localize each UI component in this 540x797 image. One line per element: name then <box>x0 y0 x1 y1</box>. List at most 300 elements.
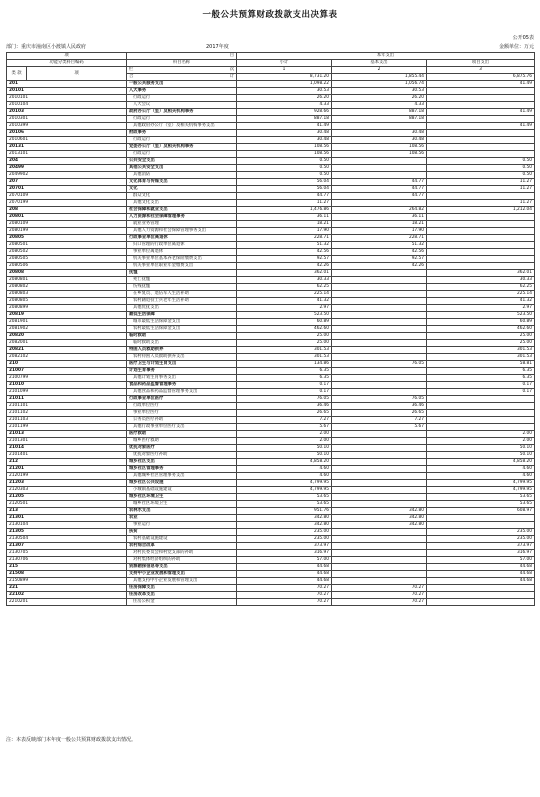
row-project <box>427 88 535 95</box>
table-row <box>7 305 535 312</box>
row-project: 362.01 <box>427 270 535 277</box>
row-code: 2080109 <box>7 221 127 228</box>
row-subject-name: 其他计划生育事务支出 <box>127 375 237 382</box>
row-project <box>427 403 535 410</box>
row-subject-name: 其他政府办公厅（室）及相关机构事务支出 <box>127 123 237 130</box>
row-basic <box>332 319 427 326</box>
row-subject-name: 农村特困人员救助供养支出 <box>127 354 237 361</box>
row-subject-name: 对村集体经济组织的补助 <box>127 557 237 564</box>
row-basic <box>332 494 427 501</box>
table-row <box>7 431 535 438</box>
table-row <box>7 95 535 102</box>
row-subject-name: 农林水支出 <box>127 508 237 515</box>
table-row <box>7 88 535 95</box>
row-subject-name: 事业单位医疗 <box>127 410 237 417</box>
row-code: 2080502 <box>7 249 127 256</box>
table-row <box>7 137 535 144</box>
row-subject-name: 特困人员救助供养 <box>127 347 237 354</box>
row-code: 21508 <box>7 571 127 578</box>
table-row <box>7 319 535 326</box>
row-project: 60.89 <box>427 319 535 326</box>
row-project: 41.32 <box>427 298 535 305</box>
row-project <box>427 515 535 522</box>
row-subtotal: 76.05 <box>237 396 332 403</box>
row-basic <box>332 564 427 571</box>
row-subject-name: 一般公共服务支出 <box>127 81 237 88</box>
table-row <box>7 543 535 550</box>
row-code: 20499 <box>7 165 127 172</box>
row-subject-name: 行政运行 <box>127 116 237 123</box>
row-subtotal: 70.27 <box>237 585 332 592</box>
row-code: 21307 <box>7 543 127 550</box>
row-basic <box>332 445 427 452</box>
row-code: 2080899 <box>7 305 127 312</box>
table-row <box>7 578 535 585</box>
table-row <box>7 557 535 564</box>
row-project: 4,799.95 <box>427 480 535 487</box>
row-subject-name: 机关事业单位职业年金缴费支出 <box>127 263 237 270</box>
row-project: 2.00 <box>427 431 535 438</box>
row-subtotal: 4.33 <box>237 102 332 109</box>
row-subject-name: 其他人力资源和社会保障管理事务支出 <box>127 228 237 235</box>
header-basic: 基本支出 <box>332 60 427 67</box>
table-row <box>7 466 535 473</box>
row-subject-name: 其他消防 <box>127 172 237 179</box>
table-row <box>7 312 535 319</box>
row-code: 21301 <box>7 515 127 522</box>
row-subject-name: 文化体育与传媒支出 <box>127 179 237 186</box>
row-basic <box>332 557 427 564</box>
row-subtotal: 301.53 <box>237 347 332 354</box>
expenditure-table <box>6 52 535 606</box>
table-row <box>7 375 535 382</box>
row-basic: 44.77 <box>332 186 427 193</box>
row-basic <box>332 438 427 445</box>
row-code: 20819 <box>7 312 127 319</box>
row-project: 0.50 <box>427 172 535 179</box>
header-row-1 <box>7 53 535 60</box>
row-basic <box>332 326 427 333</box>
row-code: 2081901 <box>7 319 127 326</box>
row-code: 21013 <box>7 431 127 438</box>
row-project: 1,212.04 <box>427 207 535 214</box>
row-subtotal: 108.56 <box>237 144 332 151</box>
row-subtotal: 44.68 <box>237 564 332 571</box>
row-code: 2081902 <box>7 326 127 333</box>
row-project <box>427 410 535 417</box>
row-subtotal: 316.97 <box>237 550 332 557</box>
row-code: 2010601 <box>7 137 127 144</box>
table-row <box>7 585 535 592</box>
row-basic: 342.80 <box>332 515 427 522</box>
row-subject-name: 人大事务 <box>127 88 237 95</box>
table-row <box>7 270 535 277</box>
row-project: 2.00 <box>427 438 535 445</box>
row-code: 2080803 <box>7 291 127 298</box>
table-row <box>7 389 535 396</box>
row-subtotal: 4,858.20 <box>237 459 332 466</box>
row-code: 20106 <box>7 130 127 137</box>
row-project: 0.50 <box>427 158 535 165</box>
row-subtotal: 56.04 <box>237 186 332 193</box>
table-row <box>7 298 535 305</box>
row-subject-name: 行政事业单位医疗 <box>127 396 237 403</box>
row-project: 11.27 <box>427 200 535 207</box>
header-lan-ci <box>127 67 237 74</box>
row-basic <box>332 347 427 354</box>
table-row <box>7 361 535 368</box>
row-subject-name: 医疗救助 <box>127 431 237 438</box>
row-subject-name: 行政运行 <box>127 151 237 158</box>
row-project: 0.17 <box>427 382 535 389</box>
table-row <box>7 256 535 263</box>
row-code: 2101401 <box>7 452 127 459</box>
row-project: 62.25 <box>427 284 535 291</box>
row-subject-name: 其他文化支出 <box>127 200 237 207</box>
row-subject-name: 住房公积金 <box>127 599 237 606</box>
row-basic: 887.18 <box>332 109 427 116</box>
header-project: 项目支出 <box>427 60 535 67</box>
row-subject-name: 群众文化 <box>127 193 237 200</box>
row-code: 2049902 <box>7 172 127 179</box>
row-code: 2100799 <box>7 375 127 382</box>
row-subtotal: 44.77 <box>237 193 332 200</box>
row-project <box>427 417 535 424</box>
row-subject-name: 就业业务管理 <box>127 221 237 228</box>
row-subtotal: 2.00 <box>237 438 332 445</box>
row-project <box>427 396 535 403</box>
row-code: 2080199 <box>7 228 127 235</box>
row-subtotal: 44.68 <box>237 571 332 578</box>
row-subject-name: 优抚对象医疗补助 <box>127 452 237 459</box>
row-basic <box>332 354 427 361</box>
table-row <box>7 403 535 410</box>
row-code: 21203 <box>7 480 127 487</box>
row-subtotal: 4.60 <box>237 473 332 480</box>
table-row <box>7 529 535 536</box>
row-code: 2010399 <box>7 123 127 130</box>
total-subtotal: 8,731.20 <box>237 74 332 81</box>
row-project: 44.68 <box>427 564 535 571</box>
table-row <box>7 368 535 375</box>
row-code: 207 <box>7 179 127 186</box>
row-basic <box>332 466 427 473</box>
row-subject-name: 农业 <box>127 515 237 522</box>
row-subject-name: 文化 <box>127 186 237 193</box>
row-basic: 1,056.74 <box>332 81 427 88</box>
row-project: 225.14 <box>427 291 535 298</box>
row-project: 25.00 <box>427 340 535 347</box>
row-code: 215 <box>7 564 127 571</box>
row-subject-name: 公共安全支出 <box>127 158 237 165</box>
table-row <box>7 200 535 207</box>
row-subtotal: 342.80 <box>237 522 332 529</box>
row-subtotal: 0.50 <box>237 172 332 179</box>
row-code: 2010101 <box>7 95 127 102</box>
row-basic: 26.65 <box>332 410 427 417</box>
row-code: 2130504 <box>7 536 127 543</box>
row-subtotal: 92.57 <box>237 256 332 263</box>
row-code: 2080802 <box>7 284 127 291</box>
row-subtotal: 5.67 <box>237 424 332 431</box>
table-row <box>7 340 535 347</box>
row-subtotal: 50.10 <box>237 452 332 459</box>
table-row <box>7 536 535 543</box>
row-project: 44.68 <box>427 571 535 578</box>
row-code: 21201 <box>7 466 127 473</box>
table-row <box>7 347 535 354</box>
row-basic <box>332 480 427 487</box>
row-basic: 17.90 <box>332 228 427 235</box>
row-subtotal: 7.27 <box>237 417 332 424</box>
row-subject-name: 社会保障和就业支出 <box>127 207 237 214</box>
row-subtotal: 362.01 <box>237 270 332 277</box>
row-code: 21305 <box>7 529 127 536</box>
row-subtotal: 17.90 <box>237 228 332 235</box>
row-subject-name: 支持中小企业发展和管理支出 <box>127 571 237 578</box>
row-code: 2010301 <box>7 116 127 123</box>
table-row <box>7 214 535 221</box>
total-project: 6,875.76 <box>427 74 535 81</box>
row-subtotal: 30.53 <box>237 88 332 95</box>
row-basic: 76.05 <box>332 396 427 403</box>
row-project: 608.97 <box>427 508 535 515</box>
table-row <box>7 417 535 424</box>
row-subject-name: 住房改革支出 <box>127 592 237 599</box>
row-basic: 18.21 <box>332 221 427 228</box>
header-mu: 目 <box>127 53 237 60</box>
table-row <box>7 438 535 445</box>
row-subject-name: 其他优抚支出 <box>127 305 237 312</box>
row-subtotal: 0.50 <box>237 158 332 165</box>
table-row <box>7 179 535 186</box>
row-project: 462.60 <box>427 326 535 333</box>
row-basic <box>332 291 427 298</box>
row-subject-name: 城乡社区环境卫生 <box>127 501 237 508</box>
row-subject-name: 事业单位离退休 <box>127 249 237 256</box>
row-basic: 228.71 <box>332 235 427 242</box>
table-row <box>7 494 535 501</box>
row-basic <box>332 578 427 585</box>
table-row <box>7 522 535 529</box>
row-project <box>427 102 535 109</box>
table-row <box>7 480 535 487</box>
row-project: 4.60 <box>427 466 535 473</box>
header-lan: 栏 <box>129 67 134 72</box>
table-row <box>7 515 535 522</box>
row-subject-name: 城市最低生活保障金支出 <box>127 319 237 326</box>
header-subtotal: 小计 <box>237 60 332 67</box>
row-subject-name: 城乡社区管理事务 <box>127 466 237 473</box>
row-subtotal: 26.65 <box>237 410 332 417</box>
row-subtotal: 0.50 <box>237 165 332 172</box>
table-row <box>7 165 535 172</box>
row-basic <box>332 536 427 543</box>
row-project: 373.97 <box>427 543 535 550</box>
department-label: 部门：重庆市潼南区小渡镇人民政府 <box>6 44 87 50</box>
row-project <box>427 95 535 102</box>
row-code: 20805 <box>7 235 127 242</box>
row-subtotal: 57.00 <box>237 557 332 564</box>
row-project <box>427 137 535 144</box>
unit-label: 金额单位：万元 <box>498 44 534 50</box>
header-item: 项 <box>7 53 127 60</box>
row-code: 20701 <box>7 186 127 193</box>
row-subtotal: 44.68 <box>237 578 332 585</box>
row-subject-name: 其他公共安全支出 <box>127 165 237 172</box>
table-row <box>7 424 535 431</box>
row-subtotal: 235.00 <box>237 529 332 536</box>
row-subtotal: 11.27 <box>237 200 332 207</box>
total-ji: 计 <box>229 74 235 79</box>
row-basic: 7.27 <box>332 417 427 424</box>
row-basic: 887.18 <box>332 116 427 123</box>
row-subtotal: 42.56 <box>237 249 332 256</box>
row-basic: 51.32 <box>332 242 427 249</box>
row-code: 2130104 <box>7 522 127 529</box>
table-row <box>7 599 535 606</box>
row-subtotal: 36.46 <box>237 403 332 410</box>
row-code: 204 <box>7 158 127 165</box>
row-code: 21205 <box>7 494 127 501</box>
row-subject-name: 农村最低生活保障金支出 <box>127 326 237 333</box>
row-code: 213 <box>7 508 127 515</box>
row-subject-name: 计划生育事务 <box>127 368 237 375</box>
row-subtotal: 0.17 <box>237 382 332 389</box>
row-project <box>427 193 535 200</box>
row-project: 301.53 <box>427 354 535 361</box>
row-project: 4,799.95 <box>427 487 535 494</box>
row-basic: 42.56 <box>332 249 427 256</box>
row-subtotal: 53.65 <box>237 494 332 501</box>
total-he: 合 <box>129 74 134 79</box>
header-subject-name: 科目名称 <box>127 60 237 67</box>
row-subtotal: 462.60 <box>237 326 332 333</box>
table-row <box>7 459 535 466</box>
row-basic <box>332 270 427 277</box>
row-basic <box>332 123 427 130</box>
table-row <box>7 333 535 340</box>
table-row <box>7 284 535 291</box>
row-subtotal: 30.48 <box>237 137 332 144</box>
row-code: 2101101 <box>7 403 127 410</box>
table-row <box>7 571 535 578</box>
row-basic <box>332 200 427 207</box>
table-row <box>7 291 535 298</box>
row-basic <box>332 305 427 312</box>
row-project: 11.27 <box>427 186 535 193</box>
row-code: 2080805 <box>7 298 127 305</box>
row-subject-name: 归口管理的行政单位离退休 <box>127 242 237 249</box>
table-row <box>7 144 535 151</box>
row-project: 53.65 <box>427 501 535 508</box>
row-subject-name: 小城镇基础设施建设 <box>127 487 237 494</box>
table-row <box>7 354 535 361</box>
row-subtotal: 108.56 <box>237 151 332 158</box>
row-basic <box>332 172 427 179</box>
row-subtotal: 51.32 <box>237 242 332 249</box>
row-code: 2010104 <box>7 102 127 109</box>
row-code: 20103 <box>7 109 127 116</box>
row-subtotal: 235.00 <box>237 536 332 543</box>
row-code: 20820 <box>7 333 127 340</box>
row-project: 235.00 <box>427 536 535 543</box>
table-row <box>7 193 535 200</box>
row-project <box>427 130 535 137</box>
row-subtotal: 225.14 <box>237 291 332 298</box>
row-project <box>427 599 535 606</box>
row-project: 57.00 <box>427 557 535 564</box>
row-subject-name: 优抚对象医疗 <box>127 445 237 452</box>
table-row <box>7 452 535 459</box>
row-subtotal: 50.10 <box>237 445 332 452</box>
row-basic: 5.67 <box>332 424 427 431</box>
row-subtotal: 25.00 <box>237 333 332 340</box>
row-subject-name: 公务员医疗补助 <box>127 417 237 424</box>
row-basic <box>332 431 427 438</box>
row-basic <box>332 459 427 466</box>
row-code: 21011 <box>7 396 127 403</box>
row-basic: 4.33 <box>332 102 427 109</box>
row-code: 22102 <box>7 592 127 599</box>
row-project: 53.65 <box>427 494 535 501</box>
row-code: 20131 <box>7 144 127 151</box>
row-basic <box>332 382 427 389</box>
row-project: 316.97 <box>427 550 535 557</box>
table-row <box>7 130 535 137</box>
row-basic <box>332 368 427 375</box>
row-code: 2101099 <box>7 389 127 396</box>
row-code: 2101199 <box>7 424 127 431</box>
row-subtotal: 0.17 <box>237 389 332 396</box>
row-subtotal: 41.32 <box>237 298 332 305</box>
row-code: 2130705 <box>7 550 127 557</box>
row-subject-name: 在乡复员、退伍军人生活补助 <box>127 291 237 298</box>
row-basic: 108.56 <box>332 151 427 158</box>
row-code: 2080501 <box>7 242 127 249</box>
row-subject-name: 死亡抚恤 <box>127 277 237 284</box>
row-subject-name: 城乡社区环境卫生 <box>127 494 237 501</box>
row-project <box>427 424 535 431</box>
row-basic: 36.11 <box>332 214 427 221</box>
row-basic: 42.26 <box>332 263 427 270</box>
row-subject-name: 食品和药品监督管理事务 <box>127 382 237 389</box>
row-subject-name: 行政单位医疗 <box>127 403 237 410</box>
row-basic <box>332 298 427 305</box>
row-code: 20821 <box>7 347 127 354</box>
row-basic: 342.80 <box>332 508 427 515</box>
row-project: 0.50 <box>427 165 535 172</box>
table-row <box>7 326 535 333</box>
row-project: 235.00 <box>427 529 535 536</box>
row-subject-name: 人力资源和社会保障管理事务 <box>127 214 237 221</box>
table-row <box>7 592 535 599</box>
row-basic <box>332 165 427 172</box>
row-subtotal: 4.60 <box>237 466 332 473</box>
table-row <box>7 207 535 214</box>
report-meta <box>6 43 534 51</box>
row-basic <box>332 550 427 557</box>
row-basic <box>332 543 427 550</box>
table-row <box>7 235 535 242</box>
row-code: 21010 <box>7 382 127 389</box>
row-subtotal: 25.00 <box>237 340 332 347</box>
row-project: 58.81 <box>427 361 535 368</box>
row-project <box>427 249 535 256</box>
table-row <box>7 277 535 284</box>
row-code: 2210201 <box>7 599 127 606</box>
row-subject-name: 其他支持中小企业发展和管理支出 <box>127 578 237 585</box>
